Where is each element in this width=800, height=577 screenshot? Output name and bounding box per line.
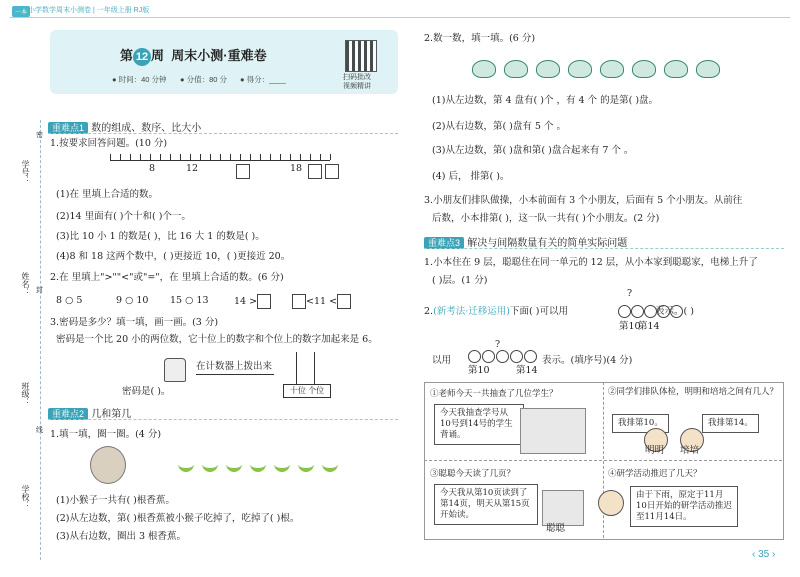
banana-icon bbox=[226, 458, 242, 472]
seq1-question-mark: ? bbox=[627, 288, 633, 299]
sequence-circle bbox=[618, 305, 631, 318]
q3-answer: 密码是( )。 bbox=[122, 386, 171, 397]
number-line-tick bbox=[180, 154, 181, 160]
banana-icon bbox=[202, 458, 218, 472]
card-2-bubble-2: 我排第14。 bbox=[702, 414, 759, 433]
seq2-label-10: 第10 bbox=[468, 365, 490, 376]
q2-item: <11 < bbox=[292, 294, 351, 309]
number-line-tick bbox=[280, 154, 281, 160]
abacus-rod bbox=[314, 352, 315, 384]
card-4-bubble: 由于下雨，原定于11月10日开始的研学活动推迟至11月14日。 bbox=[630, 486, 738, 527]
page-title: 第 12 周 周末小测·重难卷 bbox=[120, 45, 267, 66]
section-2-rule bbox=[48, 419, 398, 421]
exam-score: ● 分值：80 分 bbox=[180, 75, 228, 84]
q2-item: 9 ○ 10 bbox=[116, 295, 149, 306]
seq2-label-14: 第14 bbox=[516, 365, 538, 376]
r-q3-line1: 3.小朋友们排队做操，小本前面有 3 个小朋友，后面有 5 个小朋友。从前往 bbox=[424, 195, 743, 206]
number-line-tick bbox=[190, 154, 191, 160]
r-q4-line1: 1.小本住在 9 层，聪聪住在同一单元的 12 层，从小本家到聪聪家，电梯上升了 bbox=[424, 257, 758, 268]
banana-icon bbox=[274, 458, 290, 472]
r-q3-line2: 后数，小本排第( )，这一队一共有( )个小朋友。(2 分) bbox=[432, 213, 660, 224]
qr-caption-2: 视频精讲 bbox=[343, 83, 371, 90]
banana-icon bbox=[322, 458, 338, 472]
sequence-circle bbox=[510, 350, 523, 363]
quiz-name: 周末小测·重难卷 bbox=[171, 48, 267, 63]
lock-icon bbox=[164, 358, 186, 382]
q1-part2: (2)14 里面有( )个十和( )个一。 bbox=[56, 211, 191, 222]
number-line-tick bbox=[200, 154, 201, 160]
number-line-tick bbox=[320, 154, 321, 160]
fruit-plate-icon bbox=[568, 60, 592, 78]
card-3-title: ③聪聪今天读了几页？ bbox=[430, 468, 516, 478]
ruler-label-8: 8 bbox=[149, 163, 156, 174]
q2-item: 15 ○ 13 bbox=[170, 295, 209, 306]
r-q5-line1: 2.(新考法·迁移运用)下面( )可以用 bbox=[424, 306, 568, 317]
number-line-tick bbox=[290, 154, 291, 160]
section-1-rule bbox=[48, 133, 398, 135]
number-line-tick bbox=[140, 154, 141, 160]
seq2-question-mark: ? bbox=[495, 339, 501, 350]
card-2-name-1: 明明 bbox=[645, 445, 665, 456]
banana-icon bbox=[178, 458, 194, 472]
card-2-name-2: 培培 bbox=[680, 445, 700, 456]
series-logo: 一本 bbox=[12, 6, 30, 17]
teacher-illustration bbox=[520, 408, 586, 454]
q2-answer-box[interactable] bbox=[257, 294, 271, 309]
teacher-icon bbox=[598, 490, 624, 516]
number-line-tick bbox=[300, 154, 301, 160]
sequence-circle bbox=[657, 305, 670, 318]
number-line bbox=[110, 160, 330, 161]
banana-icon bbox=[298, 458, 314, 472]
exam-got: ● 得分：____ bbox=[240, 75, 286, 84]
new-method-tag: (新考法·迁移运用) bbox=[433, 306, 511, 317]
ruler-answer-box[interactable] bbox=[236, 164, 250, 179]
monkey-icon bbox=[90, 446, 126, 484]
reading-child-illustration bbox=[542, 490, 584, 526]
abacus-hint: 在计数器上拨出来 bbox=[196, 361, 273, 372]
number-line-tick bbox=[240, 154, 241, 160]
number-line-tick bbox=[170, 154, 171, 160]
card-1-bubble: 今天我抽查学号从10号到14号的学生背诵。 bbox=[434, 404, 524, 445]
ruler-label-18: 18 bbox=[290, 163, 303, 174]
section-2-header: 重难点2 几和第几 bbox=[48, 405, 131, 420]
sequence-circle bbox=[644, 305, 657, 318]
q1-part4: (4)8 和 18 这两个数中，( )更接近 10，( )更接近 20。 bbox=[56, 251, 291, 262]
sequence-circle bbox=[631, 305, 644, 318]
page-number: ‹ 35 › bbox=[752, 549, 776, 560]
q2-item: 14 > bbox=[234, 294, 271, 309]
card-2-bubble-1: 我排第10。 bbox=[612, 414, 669, 433]
header-divider bbox=[10, 17, 790, 18]
abacus-base: 十位 个位 bbox=[283, 384, 331, 398]
seq1-label-10: 第10 bbox=[619, 321, 641, 332]
week-number-badge: 12 bbox=[133, 48, 151, 66]
seq1-label-14: 第14 bbox=[638, 321, 660, 332]
card-3-bubble: 今天我从第10页读到了第14页，明天从第15页开始读。 bbox=[434, 484, 538, 525]
number-line-tick bbox=[230, 154, 231, 160]
ruler-answer-box[interactable] bbox=[308, 164, 322, 179]
number-line-tick bbox=[120, 154, 121, 160]
card-2-title: ②同学们排队体检，明明和培培之间有几人？ bbox=[608, 386, 779, 396]
cut-mark-feng: 封 bbox=[36, 286, 43, 294]
fruit-plate-icon bbox=[536, 60, 560, 78]
ruler-label-12: 12 bbox=[186, 163, 199, 174]
r-q2-stem: 2.数一数，填一填。(6 分) bbox=[424, 33, 536, 44]
cut-mark-mi: 密 bbox=[36, 131, 43, 139]
fruit-plate-icon bbox=[696, 60, 720, 78]
q2-stem: 2.在 里填上">""<"或"="，在 里填上合适的数。(6 分) bbox=[50, 272, 284, 283]
q2-answer-box[interactable] bbox=[292, 294, 306, 309]
q4-part1: (1)小猴子一共有( )根香蕉。 bbox=[56, 495, 175, 506]
number-line-tick bbox=[250, 154, 251, 160]
sequence-circle bbox=[524, 350, 537, 363]
r-q5-line1-tail: 表示。( ) bbox=[655, 306, 694, 317]
fruit-plate-icon bbox=[664, 60, 688, 78]
banana-icon bbox=[250, 458, 266, 472]
q3-stem: 3.密码是多少？填一填，画一画。(3 分) bbox=[50, 317, 219, 328]
r-q4-line2: ( )层。(1 分) bbox=[432, 275, 488, 286]
margin-name: 姓名： bbox=[21, 272, 30, 296]
sequence-circle bbox=[482, 350, 495, 363]
q4-stem: 1.填一填，圈一圈。(4 分) bbox=[50, 429, 162, 440]
r-q2-part4: (4) 后， 排第( )。 bbox=[432, 171, 510, 182]
fruit-plate-icon bbox=[504, 60, 528, 78]
number-line-tick bbox=[270, 154, 271, 160]
r-q2-part1: (1)从左边数，第 4 盘有( )个 ，有 4 个 的是第( )盘。 bbox=[432, 95, 659, 106]
grid-divider-h bbox=[424, 460, 782, 462]
section-1-header: 重难点1 数的组成、数序、比大小 bbox=[48, 119, 201, 134]
number-line-tick bbox=[260, 154, 261, 160]
r-q5-line2: 以用 bbox=[432, 355, 452, 366]
qr-caption-1: 扫码批改 bbox=[343, 74, 371, 81]
card-1-title: ①老师今天一共抽查了几位学生？ bbox=[430, 388, 558, 398]
number-line-tick bbox=[210, 154, 211, 160]
cut-line bbox=[40, 120, 41, 560]
r-q5-line2-tail: 表示。(填序号)(4 分) bbox=[542, 355, 633, 366]
fruit-plate-icon bbox=[472, 60, 496, 78]
sequence-circle bbox=[468, 350, 481, 363]
card-4-title: ④研学活动推迟了几天？ bbox=[608, 468, 702, 478]
q1-part1: (1)在 里填上合适的数。 bbox=[56, 189, 158, 200]
r-q2-part2: (2)从右边数，第( )盘有 5 个 。 bbox=[432, 121, 566, 132]
q2-answer-box[interactable] bbox=[337, 294, 351, 309]
q1-stem: 1.按要求回答问题。(10 分) bbox=[50, 138, 168, 149]
r-q2-part3: (3)从左边数，第( )盘和第( )盘合起来有 7 个 。 bbox=[432, 145, 634, 156]
section-3-header: 重难点3 解决与间隔数量有关的简单实际问题 bbox=[424, 234, 627, 249]
abacus-rod bbox=[296, 352, 297, 384]
card-3-name: 聪聪 bbox=[546, 523, 566, 534]
margin-school: 学校： bbox=[21, 485, 30, 509]
fruit-plate-icon bbox=[600, 60, 624, 78]
abacus-arrow bbox=[196, 374, 274, 375]
sequence-circle bbox=[670, 305, 683, 318]
series-title: 小学数学周末小测卷 | 一年级上册 RJ版 bbox=[28, 7, 150, 14]
number-line-tick bbox=[130, 154, 131, 160]
q4-part3: (3)从右边数，圈出 3 根香蕉。 bbox=[56, 531, 187, 542]
cut-mark-xian: 线 bbox=[36, 426, 43, 434]
number-line-tick bbox=[220, 154, 221, 160]
number-line-tick bbox=[310, 154, 311, 160]
qr-code[interactable] bbox=[345, 40, 377, 72]
number-line-tick bbox=[150, 154, 151, 160]
margin-number: 学号： bbox=[21, 160, 30, 184]
q4-part2: (2)从左边数，第( )根香蕉被小猴子吃掉了，吃掉了( )根。 bbox=[56, 513, 300, 524]
number-line-tick bbox=[330, 154, 331, 160]
ruler-answer-box[interactable] bbox=[325, 164, 339, 179]
q2-item: 8 ○ 5 bbox=[56, 295, 83, 306]
number-line-tick bbox=[160, 154, 161, 160]
q3-desc: 密码是一个比 20 小的两位数，它十位上的数字和个位上的数字加起来是 6。 bbox=[56, 334, 378, 345]
fruit-plate-icon bbox=[632, 60, 656, 78]
exam-time: ● 时间：40 分钟 bbox=[112, 75, 167, 84]
q1-part3: (3)比 10 小 1 的数是( )，比 16 大 1 的数是( )。 bbox=[56, 231, 265, 242]
section-3-rule bbox=[424, 248, 784, 250]
number-line-tick bbox=[110, 154, 111, 160]
margin-class: 班级： bbox=[21, 382, 30, 406]
